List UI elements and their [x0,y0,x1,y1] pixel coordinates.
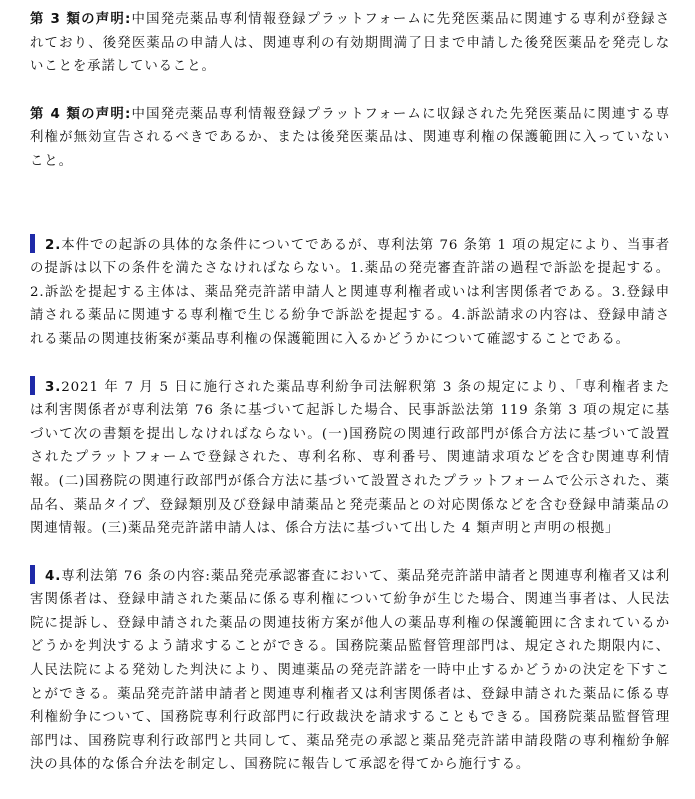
section-3 [30,376,670,541]
paragraph-class-3-statement [30,8,670,79]
section-number: 4. [45,568,62,584]
section-number: 2. [45,237,62,253]
paragraph-class-4-statement [30,103,670,174]
section-number: 3. [45,379,62,395]
spacer [30,174,670,234]
section-text: 専利法第 76 条の内容:薬品発売承認審査において、薬品発売許諾申請者と関連専利権者又は利害関係者は、登録申請された薬品に係る専利権について紛争が生じた場合、関連当事者は、人民法院に提訴し、登録申請された薬品の関連技術方案が他人の薬品専利権の保護範囲に含まれているかどうかを判決するよう請求することができる。国務院薬品監督管理部門は、規定された期限内に、人民法院による発効した判決により、関連薬品の発売許諾を一時中止するかどうかの決定を下すことができる。薬品発売許諾申請者と関連専利権者又は利害関係者は、登録申請された薬品に係る専利権紛争について、国務院専利行政部門に行政裁決を請求することもできる。国務院薬品監督管理部門は、国務院専利行政部門と共同して、薬品発売の承認と薬品発売許諾申請段階の専利権紛争解決の具体的な係合弁法を制定し、国務院に報告して承認を得てから施行する。 [30,568,670,773]
spacer [30,541,670,565]
vertical-bar-icon [30,234,35,253]
section-2 [30,234,670,352]
spacer [30,352,670,376]
section-text: 2021 年 7 月 5 日に施行された薬品専利紛争司法解釈第 3 条の規定により、「専利権者または利害関係者が専利法第 76 条に基づいて起訴した場合、民事訴訟法第 119 条第 3 項の規定に基づいて次の書類を提出しなければならない。(一)国務院の関連行政部門が係合方法に基づいて設置されたプラットフォームで登録された、専利名称、専利番号、関連請求項などを含む関連専利情報。(二)国務院の関連行政部門が係合方法に基づいて設置されたプラットフォームで公示された、薬品名、薬品タイプ、登録類別及び登録申請薬品と発売薬品との対応関係などを含む登録申請薬品の関連情報。(三)薬品発売許諾申請人は、係合方法に基づいて出した 4 類声明と声明の根拠」 [30,379,670,537]
paragraph-lead: 第 3 類の声明: [30,12,132,27]
document-body [30,8,670,777]
paragraph-lead: 第 4 類の声明: [30,106,132,122]
vertical-bar-icon [30,565,35,584]
paragraph-text: 中国発売薬品専利情報登録プラットフォームに収録された先発医薬品に関連する専利権が無効宣告されるべきであるか、または後発医薬品は、関連専利権の保護範囲に入っていないこと。 [30,106,670,169]
spacer [30,79,670,103]
section-4 [30,565,670,777]
paragraph-text: 中国発売薬品専利情報登録プラットフォームに先発医薬品に関連する専利が登録されており、後発医薬品の申請人は、関連専利の有効期間満了日まで申請した後発医薬品を発売しないことを承諾していること。 [30,12,670,75]
vertical-bar-icon [30,376,35,395]
section-text: 本件での起訴の具体的な条件についてであるが、専利法第 76 条第 1 項の規定により、当事者の提訴は以下の条件を満たさなければならない。1.薬品の発売審査許諾の過程で訴訟を提起する。2.訴訟を提起する主体は、薬品発売許諾申請人と関連専利権者或いは利害関係者である。3.登録申請される薬品に関連する専利権で生じる紛争で訴訟を提起する。4.訴訟請求の内容は、登録申請される薬品の関連技術案が薬品専利権の保護範囲に入るかどうかについて確認することである。 [30,237,670,347]
